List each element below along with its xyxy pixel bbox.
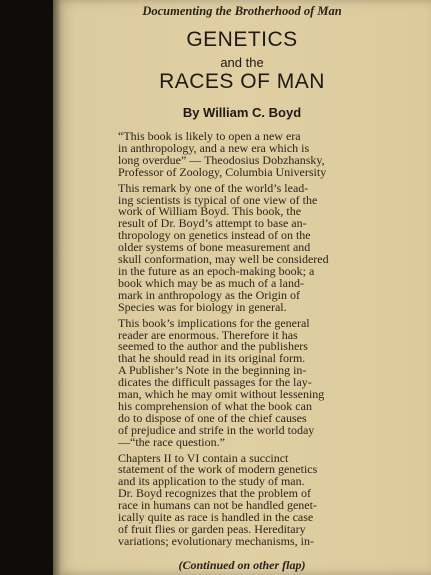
text-line: mark in anthropology as the Origin of (118, 287, 300, 302)
text-line: of fruit flies or garden peas. Hereditary (118, 522, 306, 536)
text-line: ing scientists is typical of one view of the (118, 192, 318, 207)
continued-note: (Continued on other flap) (178, 558, 306, 572)
text-line: This remark by one of the world’s lead- (118, 180, 309, 195)
text-line: “This book is likely to open a new era (118, 129, 301, 143)
text-line: This book’s implications for the general (118, 315, 310, 330)
paragraph-chapters (104, 450, 354, 548)
text-line: that he should read in its original form. (118, 351, 306, 366)
text-line: —“the race question.” (118, 434, 225, 449)
text-line: seemed to the author and the publishers (118, 339, 308, 354)
text-line: reader are enormous. Therefore it has (118, 327, 298, 342)
text-line: do to dispose of one of the chief causes (118, 410, 307, 425)
book-title-line1: GENETICS (186, 28, 298, 51)
text-line: dicates the difficult passages for the lay- (118, 375, 312, 390)
author-byline: By William C. Boyd (182, 105, 302, 120)
text-line: A Publisher’s Note in the beginning in- (118, 363, 307, 378)
text-line: older systems of bone measurement and (118, 240, 311, 255)
paragraph-remark (104, 180, 354, 314)
book-jacket-flap (53, 0, 431, 575)
text-line: ically quite as race is handled in the case (118, 510, 314, 525)
text-line: skull conformation, may well be considered (118, 252, 329, 267)
text-line: in anthropology, and a new era which is (118, 140, 310, 155)
text-line: statement of the work of modern genetics (118, 462, 318, 477)
text-line: work of William Boyd. This book, the (118, 204, 302, 219)
text-line: in the future as an epoch-making book; a (118, 263, 315, 278)
book-title-line2: RACES OF MAN (159, 70, 325, 93)
text-line: Dr. Boyd recognizes that the problem of (118, 486, 311, 501)
text-line: his comprehension of what the book can (118, 398, 312, 413)
text-line: long overdue” — Theodosius Dobzhansky, (118, 152, 325, 167)
flap-body-text (104, 131, 354, 552)
text-line: book which may be as much of a land- (118, 275, 304, 290)
book-title-connector: and the (220, 55, 264, 70)
paragraph-implications (104, 315, 354, 449)
text-line: thropology on genetics instead of on the (118, 228, 311, 243)
text-line: variations; evolutionary mechanisms, in- (118, 533, 314, 548)
text-line: Chapters II to VI contain a succinct (118, 450, 289, 465)
tagline: Documenting the Brotherhood of Man (142, 4, 342, 18)
paragraph-quote (104, 131, 354, 179)
text-line: result of Dr. Boyd’s attempt to base an- (118, 216, 307, 231)
text-line: Professor of Zoology, Columbia University (118, 164, 327, 179)
text-line: race in humans can not be handled genet- (118, 498, 317, 513)
text-line: Species was for biology in general. (118, 299, 287, 314)
text-line: man, which he may omit without lessening (118, 387, 325, 402)
text-line: of prejudice and strife in the world today (118, 422, 315, 437)
text-line: and its application to the study of man. (118, 474, 305, 489)
